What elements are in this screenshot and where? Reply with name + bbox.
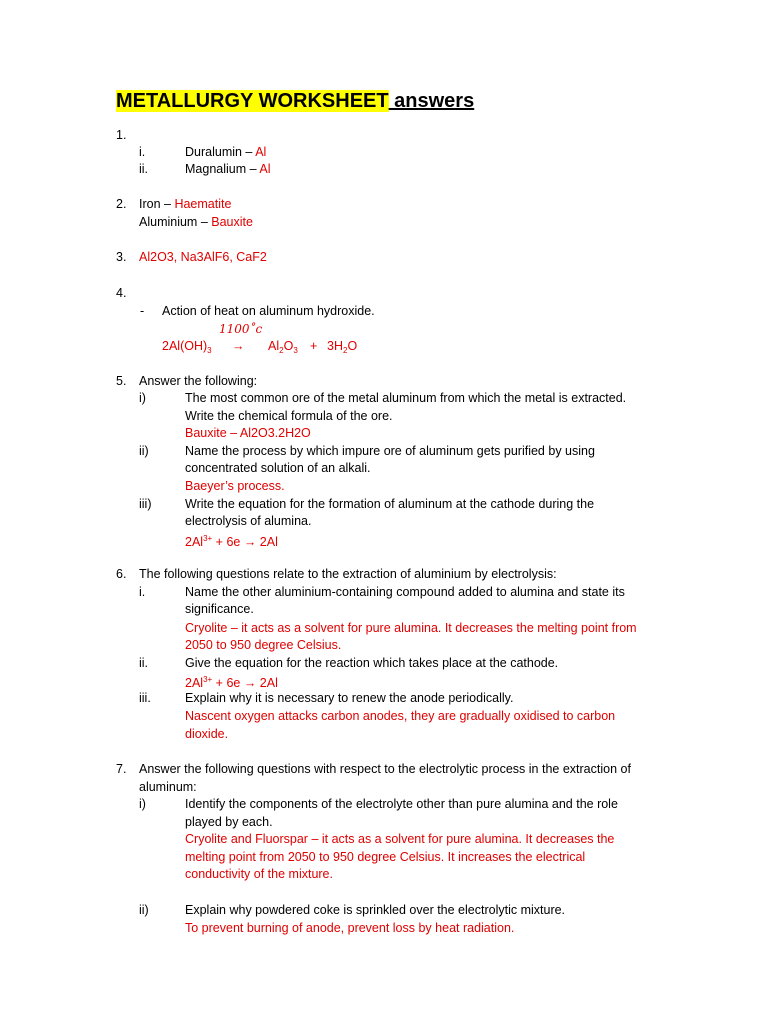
q5-ii-line2: concentrated solution of an alkali. — [185, 461, 371, 475]
q6-iii-number: iii. — [139, 691, 151, 705]
q4-rhs-sub3: 2 — [342, 346, 348, 355]
q5-text: Answer the following: — [139, 374, 258, 388]
q4-rhs-sub2: 3 — [293, 346, 298, 355]
q7-i-line2: played by each. — [185, 815, 273, 829]
q7-line2: aluminum: — [139, 780, 197, 794]
q7-i-answer1: Cryolite and Fluorspar – it acts as a solvent for pure alumina. It decreases the — [185, 832, 615, 846]
q5-iii-line2: electrolysis of alumina. — [185, 514, 312, 528]
q5-iii-line1: Write the equation for the formation of aluminum at the cathode during the — [185, 497, 595, 511]
q4-equation-rhs1 — [268, 338, 298, 359]
title-suffix: answers — [388, 90, 475, 112]
q2-line2 — [139, 214, 253, 230]
q6-ii-answer — [185, 672, 278, 691]
q6-iii-answer1: Nascent oxygen attacks carbon anodes, they are gradually oxidised to carbon — [185, 709, 616, 723]
q1-ii-text: Magnalium – — [185, 162, 260, 176]
q5-i-number: i) — [139, 391, 146, 405]
q4-rhs-3h: 3H — [327, 339, 343, 353]
q6-i-answer2: 2050 to 950 degree Celsius. — [185, 638, 342, 652]
q6-ii-answer-rest: + 6e → 2Al — [212, 676, 278, 690]
q4-equation-lhs — [162, 338, 212, 359]
q2-line2-answer: Bauxite — [211, 215, 253, 229]
q4-equation-plus: + — [310, 339, 318, 353]
q5-iii-answer-ion: 2Al — [185, 535, 204, 549]
q4-equation-rhs2 — [327, 338, 357, 359]
q7-ii-answer: To prevent burning of anode, prevent loss by heat radiation. — [185, 921, 515, 935]
q7-i-line1: Identify the components of the electrolyte other than pure alumina and the role — [185, 797, 618, 811]
title-highlight: METALLURGY WORKSHEET — [116, 90, 389, 112]
q6-i-answer1: Cryolite – it acts as a solvent for pure alumina. It decreases the melting point from — [185, 621, 637, 635]
q6-ii-line1: Give the equation for the reaction which takes place at the cathode. — [185, 656, 559, 670]
q5-iii-answer-charge: 3+ — [203, 534, 213, 543]
q5-i-line1: The most common ore of the metal aluminum from which the metal is extracted. — [185, 391, 627, 405]
q5-iii-number: iii) — [139, 497, 152, 511]
q6-iii-answer2: dioxide. — [185, 727, 229, 741]
q1-i-number: i. — [139, 145, 146, 159]
q6-i-number: i. — [139, 585, 146, 599]
q5-i-line2: Write the chemical formula of the ore. — [185, 409, 393, 423]
q5-ii-answer: Baeyer’s process. — [185, 479, 285, 493]
q5-number: 5. — [116, 374, 127, 388]
q3-answer: Al2O3, Na3AlF6, CaF2 — [139, 250, 267, 264]
q4-rhs-al: Al — [268, 339, 280, 353]
q1-i-answer: Al — [255, 145, 267, 159]
q7-i-number: i) — [139, 797, 146, 811]
q1-i-text: Duralumin – — [185, 145, 256, 159]
q5-ii-number: ii) — [139, 444, 149, 458]
q5-iii-answer-rest: + 6e → 2Al — [212, 535, 278, 549]
q4-equation-arrow: → — [232, 339, 245, 353]
q7-ii-number: ii) — [139, 903, 149, 917]
q5-iii-answer — [185, 531, 278, 550]
q6-i-line1: Name the other aluminium-containing compound added to alumina and state its — [185, 585, 625, 599]
q2-line2-text: Aluminium – — [139, 215, 212, 229]
q3-number: 3. — [116, 250, 127, 264]
q5-i-answer: Bauxite – Al2O3.2H2O — [185, 426, 311, 440]
q4-rhs-o2: O — [347, 339, 358, 353]
q4-text: Action of heat on aluminum hydroxide. — [162, 304, 375, 318]
q2-line1 — [139, 196, 231, 212]
q4-dash: - — [140, 304, 145, 318]
q6-ii-answer-charge: 3+ — [203, 675, 213, 684]
q4-number: 4. — [116, 286, 127, 300]
q4-lhs-formula: 2Al(OH) — [162, 339, 208, 353]
q1-i-line — [185, 144, 266, 160]
q6-ii-number: ii. — [139, 656, 149, 670]
q6-number: 6. — [116, 567, 127, 581]
q4-handwritten-temperature: 1100˚c — [219, 322, 263, 336]
q6-ii-answer-ion: 2Al — [185, 676, 204, 690]
q4-rhs-o: O — [283, 339, 294, 353]
q7-i-answer2: melting point from 2050 to 950 degree Celsius. It increases the electrical — [185, 850, 586, 864]
q1-number: 1. — [116, 128, 127, 142]
q2-line1-text: Iron – — [139, 197, 175, 211]
q6-i-line2: significance. — [185, 602, 254, 616]
q2-number: 2. — [116, 197, 127, 211]
q7-number: 7. — [116, 762, 127, 776]
q7-line1: Answer the following questions with respect to the electrolytic process in the extraction of — [139, 762, 631, 776]
q7-i-answer3: conductivity of the mixture. — [185, 867, 333, 881]
page-title — [116, 88, 474, 114]
q2-line1-answer: Haematite — [174, 197, 232, 211]
q1-ii-answer: Al — [259, 162, 271, 176]
q6-iii-line1: Explain why it is necessary to renew the anode periodically. — [185, 691, 514, 705]
q7-ii-line1: Explain why powdered coke is sprinkled over the electrolytic mixture. — [185, 903, 566, 917]
q1-ii-line — [185, 161, 270, 177]
q4-lhs-subscript: 3 — [207, 346, 212, 355]
q5-ii-line1: Name the process by which impure ore of aluminum gets purified by using — [185, 444, 595, 458]
q6-text: The following questions relate to the extraction of aluminium by electrolysis: — [139, 567, 557, 581]
q4-rhs-sub1: 2 — [279, 346, 284, 355]
q1-ii-number: ii. — [139, 162, 149, 176]
